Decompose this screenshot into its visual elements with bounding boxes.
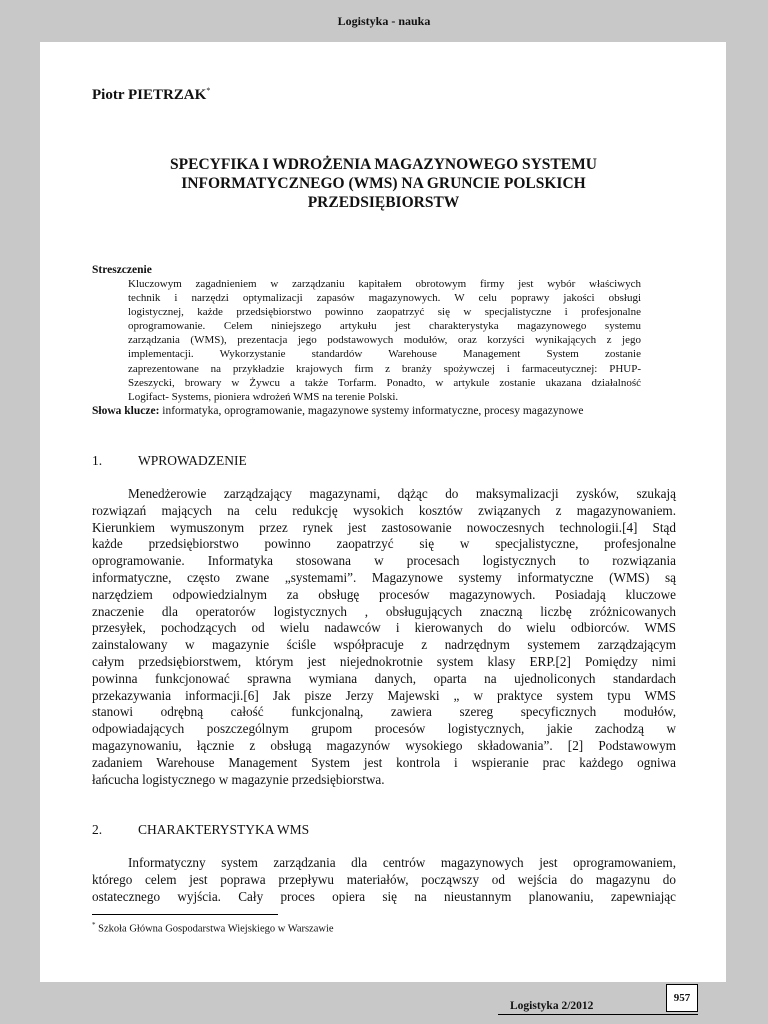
running-title: Logistyka - nauka	[337, 14, 431, 28]
page-number: 957	[666, 984, 698, 1012]
body-line: odpowiadających poszczególnym grupom procesów logistycznych, jakie zachodzą w	[92, 721, 676, 737]
section-title: WPROWADZENIE	[138, 453, 247, 468]
journal-issue: Logistyka 2/2012	[510, 1000, 594, 1012]
section-2-body	[92, 855, 676, 905]
body-line: łańcucha logistycznego w magazynie przedsiębiorstwa.	[92, 771, 385, 787]
abstract-heading: Streszczenie	[92, 264, 152, 276]
body-line: narzędziem odpowiedzialnym za obsługę procesów magazynowych. Posiadają kluczowe	[92, 586, 676, 602]
body-line: Informatyczny system zarządzania dla centrów magazynowych jest oprogramowaniem,	[128, 855, 676, 870]
body-line: oprogramowanie. Informatyka stosowana w procesach logistycznych to rozwiązania	[92, 553, 676, 569]
body-line: przekazywania informacji.[6] Jak pisze Jerzy Majewski „ w praktyce system typu WMS	[92, 687, 676, 703]
abstract-line: Kluczowym zagadnieniem w zarządzaniu kapitałem obrotowym firmy jest wybór właściwych	[128, 278, 641, 290]
body-line: przesyłek, pochodzących od wielu nadawców i kierowanych do wielu odbiorców. WMS	[92, 620, 676, 636]
section-1-heading	[92, 453, 247, 469]
abstract-line: Logifact- Systems, pioniera wdrożeń WMS na terenie Polski.	[128, 390, 399, 403]
section-title: CHARAKTERYSTYKA WMS	[138, 822, 310, 837]
abstract-line: oprogramowanie. Celem niniejszego artykułu jest charakterystyka magazynowego systemu	[128, 320, 641, 333]
body-line: magazynowaniu, łącznie z obsługą magazynów wysokiego składowania”. [2] Podstawowym	[92, 737, 676, 753]
title-line: SPECYFIKA I WDROŻENIA MAGAZYNOWEGO SYSTEMU	[170, 156, 597, 173]
abstract-line: zaprezentowane na przykładzie krajowych firm z branży spożywczej i farmaceutycznej: PHUP-	[128, 362, 641, 375]
footnote-marker: *	[92, 921, 96, 929]
body-line: znaczenie dla operatorów logistycznych , obsługujących znaczną liczbę zróżnicowanych	[92, 603, 676, 619]
body-line: ostatecznego wyjścia. Cały proces opiera się na nieustannym planowaniu, zapewniając	[92, 888, 676, 904]
body-line: Menedżerowie zarządzający magazynami, dążąc do maksymalizacji zysków, szukają	[128, 486, 676, 501]
abstract-line: technik i narzędzi optymalizacji zapasów magazynowych. W celu poprawy jakości obsługi	[128, 292, 641, 305]
footnote-text: Szkoła Główna Gospodarstwa Wiejskiego w Warszawie	[95, 923, 334, 935]
abstract-line: zarządzania (WMS), prezentacja jego podstawowych modułów, oraz korzyści wynikających z jego	[128, 334, 641, 347]
section-1-body	[92, 486, 676, 788]
author-footnote-marker: *	[206, 86, 211, 95]
body-line: zadaniem Warehouse Management System jest kontrola i wspieranie prac każdego ogniwa	[92, 754, 676, 770]
abstract-line: logistycznej, każde przedsiębiorstwo powinno zaopatrzyć się w specjalistyczne i profesjonalne	[128, 306, 641, 319]
footer-rule	[498, 1014, 698, 1015]
keywords-label: Słowa klucze:	[92, 405, 160, 417]
title-line: PRZEDSIĘBIORSTW	[307, 194, 460, 211]
body-line: stanowi odrębną całość funkcjonalną, zawiera szereg specyficznych modułów,	[92, 704, 676, 720]
body-line: każde przedsiębiorstwo powinno zaopatrzyć się w specjalistyczne, profesjonalne	[92, 536, 676, 552]
footnote-rule	[92, 914, 278, 915]
body-line: którego celem jest poprawa przepływu materiałów, począwszy od wejścia do magazynu do	[92, 871, 676, 887]
author-name	[92, 86, 210, 104]
keywords	[92, 405, 652, 417]
article-title	[92, 155, 675, 212]
header-band	[0, 0, 768, 42]
abstract-line: Szeszycki, browary w Żywcu a także Torfarm. Ponadto, w artykule zostanie ukazana działalność	[128, 376, 641, 389]
section-2-heading	[92, 822, 309, 838]
section-number: 2.	[92, 822, 103, 837]
body-line: informatyczne, często zwane „systemami”. Magazynowe systemy informatyczne (WMS) są	[92, 569, 676, 585]
body-line: całym przedsiębiorstwem, którym jest niejednokrotnie system klasy ERP.[2] Pomiędzy nimi	[92, 653, 676, 669]
author-name-text: Piotr PIETRZAK	[92, 87, 207, 103]
body-line: Kierunkiem wymuszonym przez rynek jest zastosowanie nowoczesnych technologii.[4] Stąd	[92, 519, 676, 535]
footnote	[92, 921, 334, 935]
section-number: 1.	[92, 453, 103, 468]
body-line: zainstalowany w magazynie ściśle współpracuje z nadrzędnym systemem zarządzającym	[92, 637, 676, 653]
body-line: rozwiązań mających na celu redukcję wysokich kosztów związanych z magazynowaniem.	[92, 502, 676, 518]
abstract-line: implementacji. Wykorzystanie standardów Warehouse Management System zostanie	[128, 348, 641, 361]
abstract-text	[128, 277, 641, 404]
title-line: INFORMATYCZNEGO (WMS) NA GRUNCIE POLSKICH	[181, 175, 586, 192]
body-line: powinna funkcjonować sprawna wymiana danych, oparta na ujednoliconych standardach	[92, 670, 676, 686]
keywords-text: informatyka, oprogramowanie, magazynowe systemy informatyczne, procesy magazynowe	[159, 405, 584, 417]
